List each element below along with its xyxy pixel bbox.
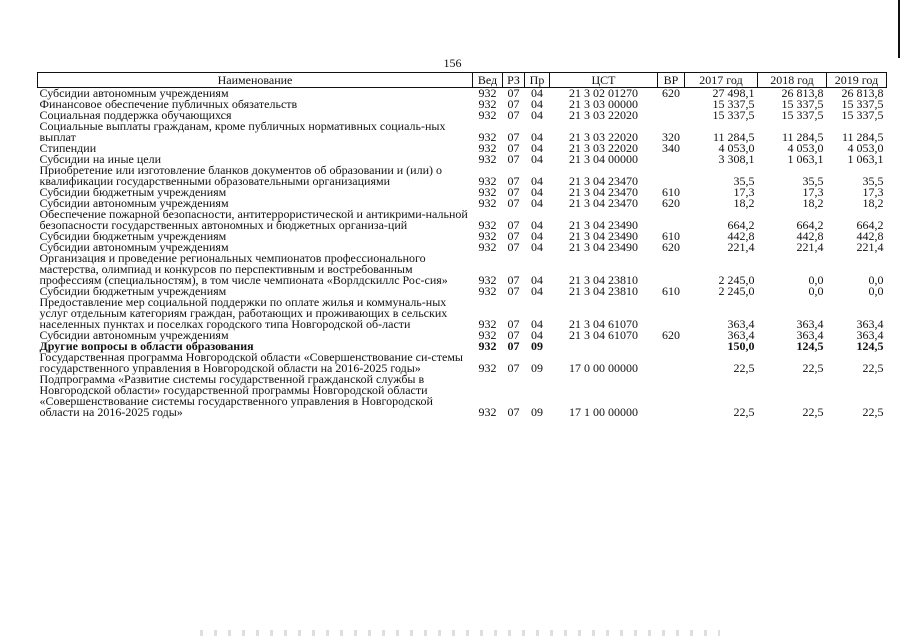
cell-rz: 07 xyxy=(507,317,520,331)
cell-2019: 15 337,5 xyxy=(841,97,884,111)
cell-ved: 932 xyxy=(478,86,497,100)
cell-rz: 07 xyxy=(507,218,520,232)
cell-pr: 04 xyxy=(531,141,543,155)
cell-2018: 363,4 xyxy=(796,317,824,331)
cell-vr: 620 xyxy=(662,240,680,254)
cell-ved: 932 xyxy=(478,405,497,419)
cell-pr: 04 xyxy=(531,174,543,188)
cell-pr: 04 xyxy=(531,317,543,331)
header-pr: Пр xyxy=(525,73,550,88)
cell-rz: 07 xyxy=(507,284,520,298)
cell-rz: 07 xyxy=(507,130,520,144)
table-row xyxy=(38,374,887,418)
cell-2019: 17,3 xyxy=(862,185,884,199)
cell-2017: 363,4 xyxy=(727,328,755,342)
cell-pr: 04 xyxy=(531,284,543,298)
cell-vr xyxy=(658,253,685,286)
header-name: Наименование xyxy=(38,73,473,88)
cell-pr: 04 xyxy=(531,240,543,254)
cell-name: Субсидии автономным учреждениям xyxy=(39,328,229,342)
cell-2017: 22,5 xyxy=(733,405,755,419)
cell-2018: 15 337,5 xyxy=(781,97,824,111)
cell-2018: 664,2 xyxy=(796,218,824,232)
cell-2017: 664,2 xyxy=(727,218,755,232)
cell-2017: 150,0 xyxy=(727,339,755,353)
cell-vr: 620 xyxy=(662,196,680,210)
cell-2019: 35,5 xyxy=(862,174,884,188)
cell-rz: 07 xyxy=(507,97,520,111)
cell-ved: 932 xyxy=(478,317,497,331)
cell-2018: 4 053,0 xyxy=(787,141,824,155)
cell-name: Социальные выплаты гражданам, кроме публичных нормативных социаль-ных выплат xyxy=(39,119,446,144)
cell-rz: 07 xyxy=(507,405,520,419)
cell-name: Предоставление мер социальной поддержки по оплате жилья и коммуналь-ных услуг отдельным категориям граждан, работающих и проживающих в сельских населенных пунктах и поселках городского типа Новгородской об-ласти xyxy=(39,295,448,331)
cell-vr xyxy=(658,110,685,121)
cell-name: Организация и проведение региональных чемпионатов профессионального мастерства, олимпиад и конкурсов по перспективным и востребованным профессиям (специальностям), в том числе чемпионата «Ворлдскиллс Рос-сия» xyxy=(39,251,448,287)
cell-vr: 620 xyxy=(662,328,680,342)
cell-cst: 21 3 02 01270 xyxy=(569,86,638,100)
cell-2017: 15 337,5 xyxy=(712,108,755,122)
cell-ved: 932 xyxy=(478,108,497,122)
cell-ved: 932 xyxy=(478,141,497,155)
cell-2018: 22,5 xyxy=(802,405,824,419)
cell-ved: 932 xyxy=(478,196,497,210)
table-row xyxy=(38,209,887,231)
cell-cst: 17 1 00 00000 xyxy=(569,405,638,419)
cell-cst xyxy=(550,341,658,352)
cell-vr: 610 xyxy=(662,185,680,199)
cell-vr xyxy=(658,209,685,231)
cell-cst: 21 3 04 23470 xyxy=(569,174,638,188)
cell-ved: 932 xyxy=(478,273,497,287)
table-row xyxy=(38,121,887,143)
cell-2019: 1 063,1 xyxy=(847,152,884,166)
table-row xyxy=(38,165,887,187)
cell-name: Субсидии автономным учреждениям xyxy=(39,196,229,210)
header-cst: ЦСТ xyxy=(550,73,658,88)
cell-cst: 21 3 04 23810 xyxy=(569,284,638,298)
cell-ved: 932 xyxy=(478,328,497,342)
cell-name: Приобретение или изготовление бланков документов об образовании и (или) о квалификации государственными образовательными организациями xyxy=(39,163,442,188)
cell-pr: 04 xyxy=(531,218,543,232)
cell-2018: 0,0 xyxy=(808,273,824,287)
cell-2018: 363,4 xyxy=(796,328,824,342)
cell-vr xyxy=(658,99,685,110)
cell-cst: 21 3 04 61070 xyxy=(569,317,638,331)
cell-vr: 320 xyxy=(662,130,680,144)
cell-2018: 0,0 xyxy=(808,284,824,298)
cell-vr xyxy=(658,154,685,165)
cell-2018: 442,8 xyxy=(796,229,824,243)
cell-name: Субсидии бюджетным учреждениям xyxy=(39,185,227,199)
cell-rz: 07 xyxy=(507,196,520,210)
header-ved: Вед xyxy=(473,73,503,88)
cell-pr: 04 xyxy=(531,185,543,199)
table-row xyxy=(38,297,887,330)
cell-name: Государственная программа Новгородской области «Совершенствование си-стемы государственного управления в Новгородской области на 2016-2025 годы» xyxy=(39,350,463,375)
cell-vr: 610 xyxy=(662,229,680,243)
cell-ved: 932 xyxy=(478,185,497,199)
cell-name: Социальная поддержка обучающихся xyxy=(39,108,232,122)
cell-2019: 221,4 xyxy=(856,240,884,254)
cell-2018: 15 337,5 xyxy=(781,108,824,122)
table-row xyxy=(38,143,887,154)
page-edge-line xyxy=(898,0,900,58)
cell-vr: 340 xyxy=(662,141,680,155)
cell-pr: 04 xyxy=(531,108,543,122)
cell-vr: 620 xyxy=(662,86,680,100)
cell-2019: 124,5 xyxy=(856,339,884,353)
cell-2017: 17,3 xyxy=(733,185,755,199)
cell-cst: 21 3 03 22020 xyxy=(569,141,638,155)
cell-ved: 932 xyxy=(478,152,497,166)
cell-cst: 21 3 03 00000 xyxy=(569,97,638,111)
cell-rz: 07 xyxy=(507,152,520,166)
cell-2017: 27 498,1 xyxy=(712,86,755,100)
header-rz: РЗ xyxy=(503,73,525,88)
cell-ved: 932 xyxy=(478,130,497,144)
cell-pr: 04 xyxy=(531,130,543,144)
cell-pr: 04 xyxy=(531,229,543,243)
cell-2019: 22,5 xyxy=(862,405,884,419)
cell-rz: 07 xyxy=(507,273,520,287)
cell-vr xyxy=(658,165,685,187)
header-2017: 2017 год xyxy=(685,73,758,88)
cell-name: Субсидии автономным учреждениям xyxy=(39,86,229,100)
cell-rz: 07 xyxy=(507,108,520,122)
cell-2018: 1 063,1 xyxy=(787,152,824,166)
cell-2019: 664,2 xyxy=(856,218,884,232)
cell-2019: 0,0 xyxy=(868,284,884,298)
cell-name: Субсидии бюджетным учреждениям xyxy=(39,284,227,298)
cell-2019: 15 337,5 xyxy=(841,108,884,122)
cell-2017: 2 245,0 xyxy=(718,284,755,298)
cell-name: Финансовое обеспечение публичных обязательств xyxy=(39,97,298,111)
page-number: 156 xyxy=(443,56,462,70)
cell-vr xyxy=(658,352,685,374)
cell-2017: 35,5 xyxy=(733,174,755,188)
cell-2017: 18,2 xyxy=(733,196,755,210)
cell-2018: 22,5 xyxy=(802,361,824,375)
cell-ved: 932 xyxy=(478,339,497,353)
cell-name: Другие вопросы в области образования xyxy=(39,339,254,353)
cell-2019: 11 284,5 xyxy=(841,130,884,144)
cell-name: Субсидии бюджетным учреждениям xyxy=(39,229,227,243)
cell-2017: 11 284,5 xyxy=(712,130,755,144)
cell-vr: 610 xyxy=(662,284,680,298)
table-row xyxy=(38,352,887,374)
cell-ved: 932 xyxy=(478,229,497,243)
cell-rz: 07 xyxy=(507,339,520,353)
cell-2017: 3 308,1 xyxy=(718,152,755,166)
cell-2017: 15 337,5 xyxy=(712,97,755,111)
cell-pr: 04 xyxy=(531,328,543,342)
cell-name: Субсидии на иные цели xyxy=(39,152,161,166)
cell-2017: 221,4 xyxy=(727,240,755,254)
cell-pr: 09 xyxy=(531,405,543,419)
cell-2017: 442,8 xyxy=(727,229,755,243)
cell-2019: 363,4 xyxy=(856,317,884,331)
cell-2018: 35,5 xyxy=(802,174,824,188)
cell-2017: 2 245,0 xyxy=(718,273,755,287)
header-vr: ВР xyxy=(658,73,685,88)
budget-table xyxy=(37,72,887,418)
cell-cst: 21 3 04 23490 xyxy=(569,240,638,254)
cell-rz: 07 xyxy=(507,361,520,375)
cell-ved: 932 xyxy=(478,284,497,298)
cell-cst: 21 3 04 23810 xyxy=(569,273,638,287)
cell-ved: 932 xyxy=(478,97,497,111)
cell-pr: 09 xyxy=(531,339,543,353)
cell-pr: 04 xyxy=(531,273,543,287)
cell-2019: 442,8 xyxy=(856,229,884,243)
cell-2018: 17,3 xyxy=(802,185,824,199)
cell-rz: 07 xyxy=(507,86,520,100)
cell-ved: 932 xyxy=(478,218,497,232)
cell-2018: 221,4 xyxy=(796,240,824,254)
cell-vr xyxy=(658,297,685,330)
cell-2019: 0,0 xyxy=(868,273,884,287)
scan-artifact xyxy=(200,630,720,636)
cell-ved: 932 xyxy=(478,240,497,254)
cell-pr: 04 xyxy=(531,86,543,100)
cell-2019: 26 813,8 xyxy=(841,86,884,100)
cell-pr: 09 xyxy=(531,361,543,375)
cell-rz: 07 xyxy=(507,240,520,254)
cell-ved: 932 xyxy=(478,174,497,188)
cell-vr xyxy=(658,341,685,352)
header-2018: 2018 год xyxy=(758,73,827,88)
cell-rz: 07 xyxy=(507,229,520,243)
cell-rz: 07 xyxy=(507,328,520,342)
cell-cst: 21 3 03 22020 xyxy=(569,130,638,144)
cell-rz: 07 xyxy=(507,185,520,199)
cell-2018: 18,2 xyxy=(802,196,824,210)
budget-table-container xyxy=(37,72,886,418)
table-row xyxy=(38,253,887,286)
cell-ved: 932 xyxy=(478,361,497,375)
cell-cst: 21 3 03 22020 xyxy=(569,108,638,122)
cell-2019: 363,4 xyxy=(856,328,884,342)
cell-cst: 21 3 04 23490 xyxy=(569,229,638,243)
cell-2018: 11 284,5 xyxy=(781,130,824,144)
cell-cst: 21 3 04 23490 xyxy=(569,218,638,232)
cell-rz: 07 xyxy=(507,141,520,155)
cell-pr: 04 xyxy=(531,196,543,210)
cell-2018: 26 813,8 xyxy=(781,86,824,100)
table-body xyxy=(38,88,887,419)
cell-2017: 363,4 xyxy=(727,317,755,331)
cell-cst: 21 3 04 23470 xyxy=(569,196,638,210)
cell-cst: 21 3 04 61070 xyxy=(569,328,638,342)
cell-name: Стипендии xyxy=(39,141,97,155)
cell-cst: 17 0 00 00000 xyxy=(569,361,638,375)
cell-pr: 04 xyxy=(531,152,543,166)
header-2019: 2019 год xyxy=(827,73,887,88)
cell-rz: 07 xyxy=(507,174,520,188)
cell-2019: 4 053,0 xyxy=(847,141,884,155)
cell-name: Подпрограмма «Развитие системы государственной гражданской службы в Новгородской области» государственной программы Новгородской области «Совершенствование системы государственного управления в Новгородской области на 2016-2025 годы» xyxy=(39,372,433,419)
cell-name: Обеспечение пожарной безопасности, антитеррористической и антикрими-нальной безопасности государственных автономных и бюджетных организа-ций xyxy=(39,207,468,232)
cell-2019: 22,5 xyxy=(862,361,884,375)
cell-cst: 21 3 04 23470 xyxy=(569,185,638,199)
cell-2018: 124,5 xyxy=(796,339,824,353)
cell-2019: 18,2 xyxy=(862,196,884,210)
cell-cst: 21 3 04 00000 xyxy=(569,152,638,166)
cell-2017: 4 053,0 xyxy=(718,141,755,155)
cell-2017: 22,5 xyxy=(733,361,755,375)
cell-pr: 04 xyxy=(531,97,543,111)
cell-vr xyxy=(658,374,685,418)
cell-name: Субсидии автономным учреждениям xyxy=(39,240,229,254)
